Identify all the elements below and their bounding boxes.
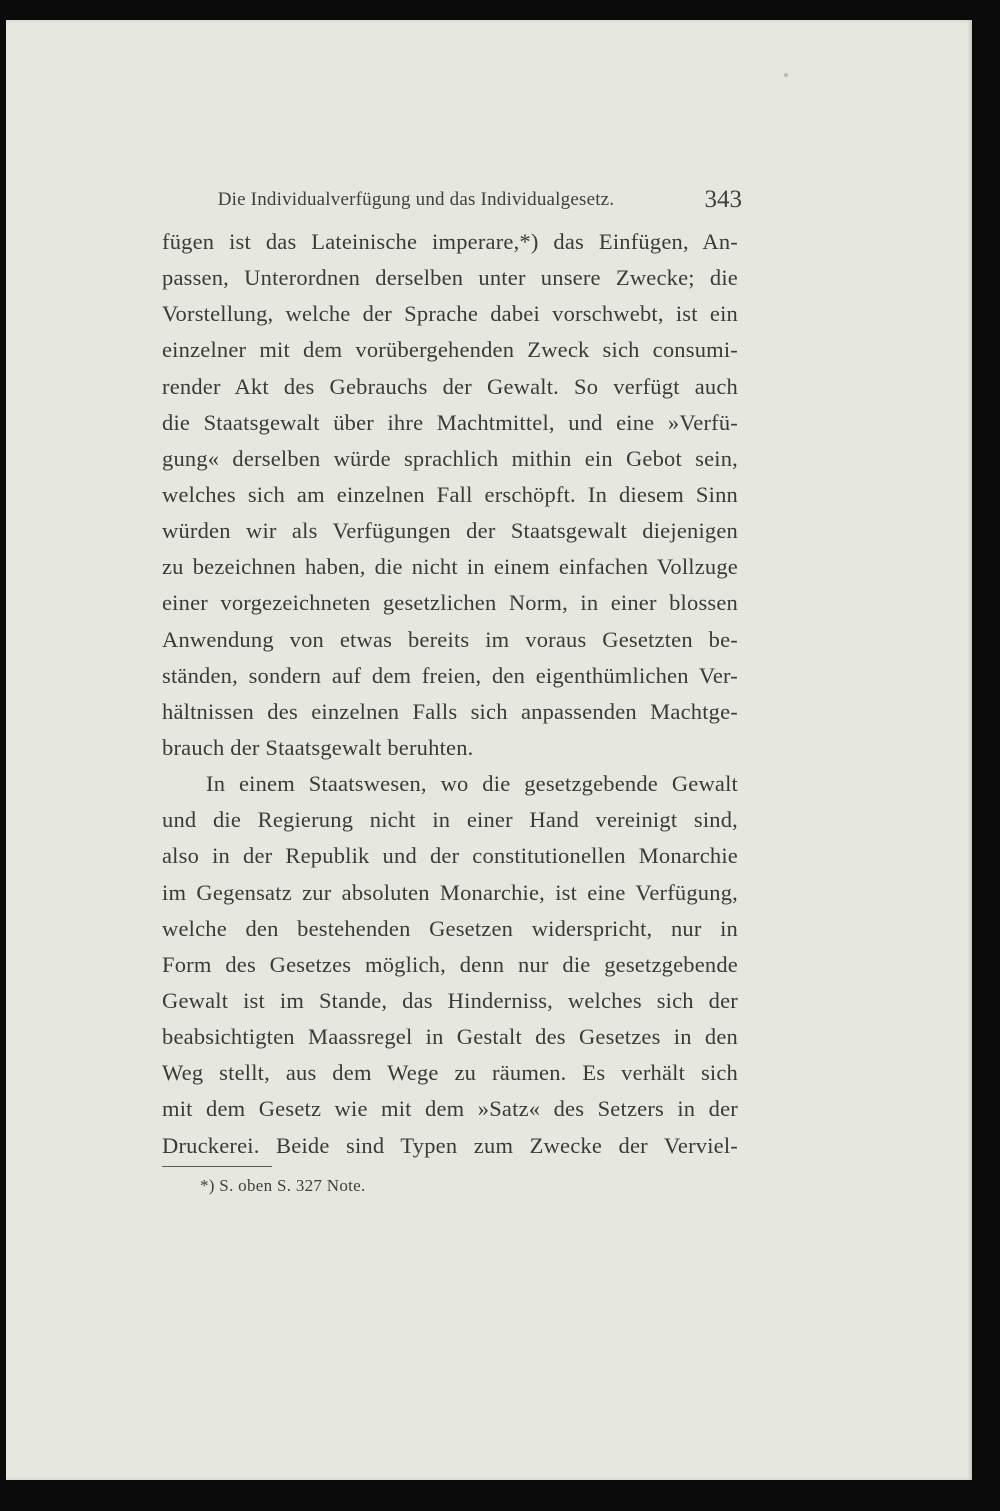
text-line: Gewalt ist im Stande, das Hinderniss, welches sich der	[162, 987, 738, 1013]
page-number: 343	[704, 186, 742, 213]
text-line: welche den bestehenden Gesetzen widerspricht, nur in	[162, 915, 738, 941]
text-line: und die Regierung nicht in einer Hand vereinigt sind,	[162, 807, 738, 833]
text-line: In einem Staatswesen, wo die gesetzgebende Gewalt	[206, 771, 738, 797]
text-line: welches sich am einzelnen Fall erschöpft. In diesem Sinn	[162, 481, 738, 507]
text-line: im Gegensatz zur absoluten Monarchie, ist eine Verfügung,	[162, 879, 738, 905]
text-line: passen, Unterordnen derselben unter unsere Zwecke; die	[162, 265, 738, 291]
text-line: gung« derselben würde sprachlich mithin ein Gebot sein,	[162, 445, 738, 471]
text-line: die Staatsgewalt über ihre Machtmittel, und eine »Verfü-	[162, 409, 738, 435]
text-line: also in der Republik und der constitutionellen Monarchie	[162, 843, 738, 869]
paper-speck	[784, 73, 788, 77]
text-line: fügen ist das Lateinische imperare,*) das Einfügen, An-	[162, 229, 738, 254]
body-text	[162, 224, 738, 1164]
text-line: brauch der Staatsgewalt beruhten.	[162, 734, 474, 760]
footnote-rule	[162, 1166, 272, 1167]
text-line: einzelner mit dem vorübergehenden Zweck sich consumi-	[162, 337, 738, 363]
text-line: zu bezeichnen haben, die nicht in einem einfachen Vollzuge	[162, 554, 738, 580]
footnote: *) S. oben S. 327 Note.	[200, 1176, 366, 1195]
text-line: mit dem Gesetz wie mit dem »Satz« des Setzers in der	[162, 1096, 738, 1122]
text-line: beabsichtigten Maassregel in Gestalt des Gesetzes in den	[162, 1024, 738, 1050]
text-line: hältnissen des einzelnen Falls sich anpassenden Machtge-	[162, 698, 738, 724]
text-line: render Akt des Gebrauchs der Gewalt. So verfügt auch	[162, 373, 738, 399]
text-line: Weg stellt, aus dem Wege zu räumen. Es verhält sich	[162, 1060, 738, 1086]
text-line: Vorstellung, welche der Sprache dabei vorschwebt, ist ein	[162, 301, 738, 327]
text-line: einer vorgezeichneten gesetzlichen Norm, in einer blossen	[162, 590, 738, 616]
page-header	[166, 180, 742, 220]
running-title: Die Individualverfügung und das Individualgesetz.	[217, 189, 615, 210]
text-line: Druckerei. Beide sind Typen zum Zwecke der Verviel-	[162, 1132, 738, 1158]
text-line: würden wir als Verfügungen der Staatsgewalt diejenigen	[162, 518, 738, 544]
text-line: Anwendung von etwas bereits im voraus Gesetzten be-	[162, 626, 738, 652]
text-line: ständen, sondern auf dem freien, den eigenthümlichen Ver-	[162, 662, 738, 688]
text-line: Form des Gesetzes möglich, denn nur die gesetzgebende	[162, 951, 738, 977]
